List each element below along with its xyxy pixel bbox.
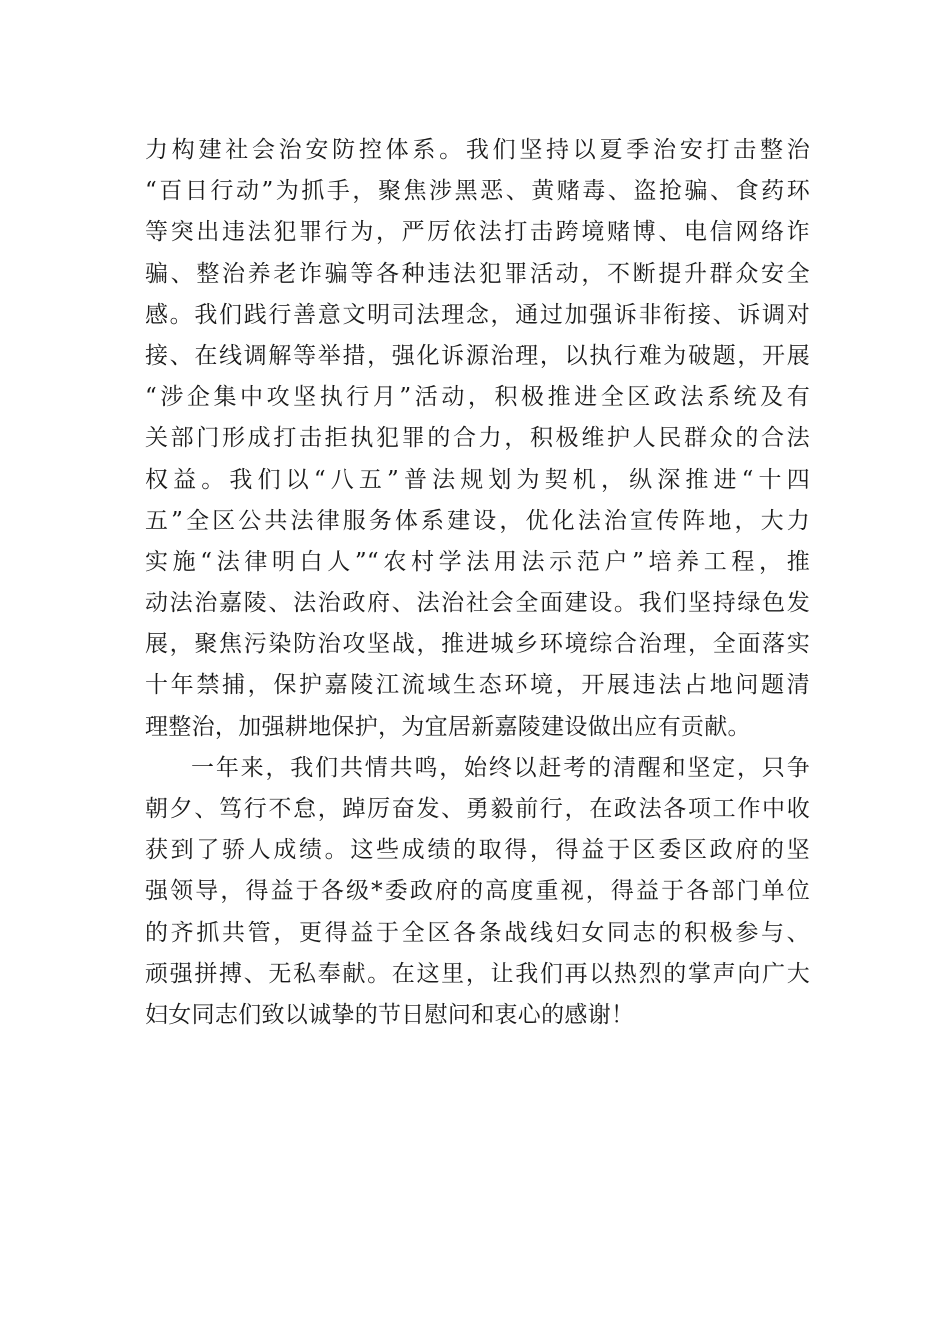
text-line: 感。我们践行善意文明司法理念，通过加强诉非衔接、诉调对 [145, 301, 810, 328]
paragraph-1 [145, 130, 810, 748]
text-line: 获到了骄人成绩。这些成绩的取得，得益于区委区政府的坚 [145, 837, 810, 864]
document-body [145, 130, 810, 1036]
text-line: 朝夕、笃行不怠，踔厉奋发、勇毅前行，在政法各项工作中收 [145, 796, 810, 822]
text-line: 五”全区公共法律服务体系建设，优化法治宣传阵地，大力 [145, 507, 810, 534]
text-line: 实施“法律明白人”“农村学法用法示范户”培养工程，推 [145, 548, 810, 575]
text-line: 强领导，得益于各级*委政府的高度重视，得益于各部门单位 [145, 878, 810, 905]
text-line: 动法治嘉陵、法治政府、法治社会全面建设。我们坚持绿色发 [145, 590, 810, 617]
text-line: 接、在线调解等举措，强化诉源治理，以执行难为破题，开展 [145, 342, 810, 369]
text-line: 展，聚焦污染防治攻坚战，推进城乡环境综合治理，全面落实 [145, 631, 810, 658]
text-line: 一年来，我们共情共鸣，始终以赶考的清醒和坚定，只争 [191, 754, 810, 781]
text-line: 骗、整治养老诈骗等各种违法犯罪活动，不断提升群众安全 [145, 260, 810, 287]
text-line: 的齐抓共管，更得益于全区各条战线妇女同志的积极参与、 [145, 919, 810, 946]
text-line: 理整治，加强耕地保护，为宜居新嘉陵建设做出应有贡献。 [145, 713, 751, 740]
text-line: 十年禁捕，保护嘉陵江流域生态环境，开展违法占地问题清 [145, 672, 810, 699]
text-line: 权益。我们以“八五”普法规划为契机，纵深推进“十四 [145, 466, 810, 493]
text-line: “百日行动”为抓手，聚焦涉黑恶、黄赌毒、盗抢骗、食药环 [145, 178, 810, 205]
text-line: 等突出违法犯罪行为，严厉依法打击跨境赌博、电信网络诈 [145, 219, 810, 246]
paragraph-2 [145, 748, 810, 1036]
text-line: 力构建社会治安防控体系。我们坚持以夏季治安打击整治 [145, 137, 810, 163]
text-line: 关部门形成打击拒执犯罪的合力，积极维护人民群众的合法 [145, 425, 810, 452]
text-line: 顽强拼搏、无私奉献。在这里，让我们再以热烈的掌声向广大 [145, 960, 810, 987]
text-line: 妇女同志们致以诚挚的节日慰问和衷心的感谢！ [145, 1001, 635, 1028]
text-line: “涉企集中攻坚执行月”活动，积极推进全区政法系统及有 [145, 384, 810, 411]
